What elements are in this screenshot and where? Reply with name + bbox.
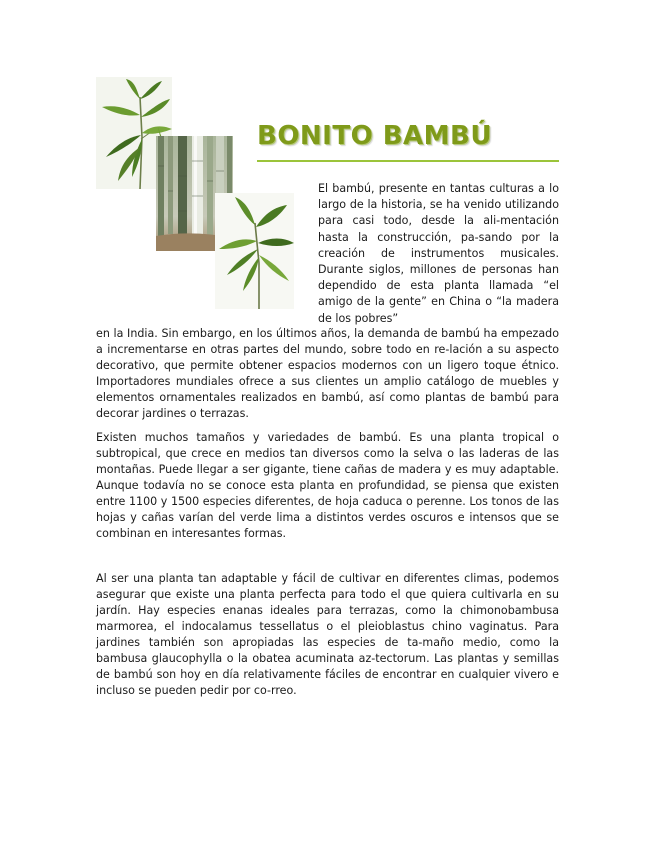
paragraph-2: Existen muchos tamaños y variedades de bambú. Es una planta tropical o subtropical, que crece en medios tan diversos como la selva o las laderas de las montañas. Puede llegar a ser gigante, tiene cañas de madera y es muy adaptable. Aunque todavía no se conoce esta planta en profundidad, se piensa que existen entre 1100 y 1500 especies diferentes, de hoja caduca o perenne. Los tonos de las hojas y cañas varían del verde lima a distintos verdes oscuros e intensos que se combinan en interesantes formas. (96, 431, 559, 540)
document-title: BONITO BAMBÚ (257, 121, 492, 151)
paragraph-1-wrapped: El bambú, presente en tantas culturas a lo largo de la historia, se ha venido utilizando para casi todo, desde la ali-mentación hasta la construcción, pa-sando por la creación de instrumentos musicales. Durante siglos, millones de personas han dependido de esta planta llamada “el amigo de la gente” en China o “la madera de los pobres” (318, 182, 559, 325)
paragraph-1-continued: en la India. Sin embargo, en los últimos años, la demanda de bambú ha empezado a incrementarse en otras partes del mundo, sobre todo en re-lación a su aspecto decorativo, que permite obtener espacios modernos con un ligero toque étnico. Importadores mundiales ofrece a sus clientes un amplio catálogo de muebles y elementos ornamentales realizados en bambú, así como plantas de bambú para decorar jardines o terrazas. (96, 327, 559, 420)
title-underline (257, 160, 559, 162)
bamboo-sprig-photo (215, 193, 294, 309)
paragraph-3: Al ser una planta tan adaptable y fácil de cultivar en diferentes climas, podemos asegurar que existe una planta perfecta para todo el que quiera cultivarla en su jardín. Hay especies enanas ideales para terrazas, como la chimonobambusa marmorea, el indocalamus tessellatus o el pleioblastus chino vaginatus. Para jardines también son apropiadas las especies de ta-maño medio, como la bambusa glaucophylla o la obatea acuminata az-tectorum. Las plantas y semillas de bambú son hoy en día relativamente fáciles de encontrar en cualquier vivero e incluso se pueden pedir por co-rreo. (96, 572, 559, 697)
bamboo-leaf-icon (215, 193, 294, 309)
